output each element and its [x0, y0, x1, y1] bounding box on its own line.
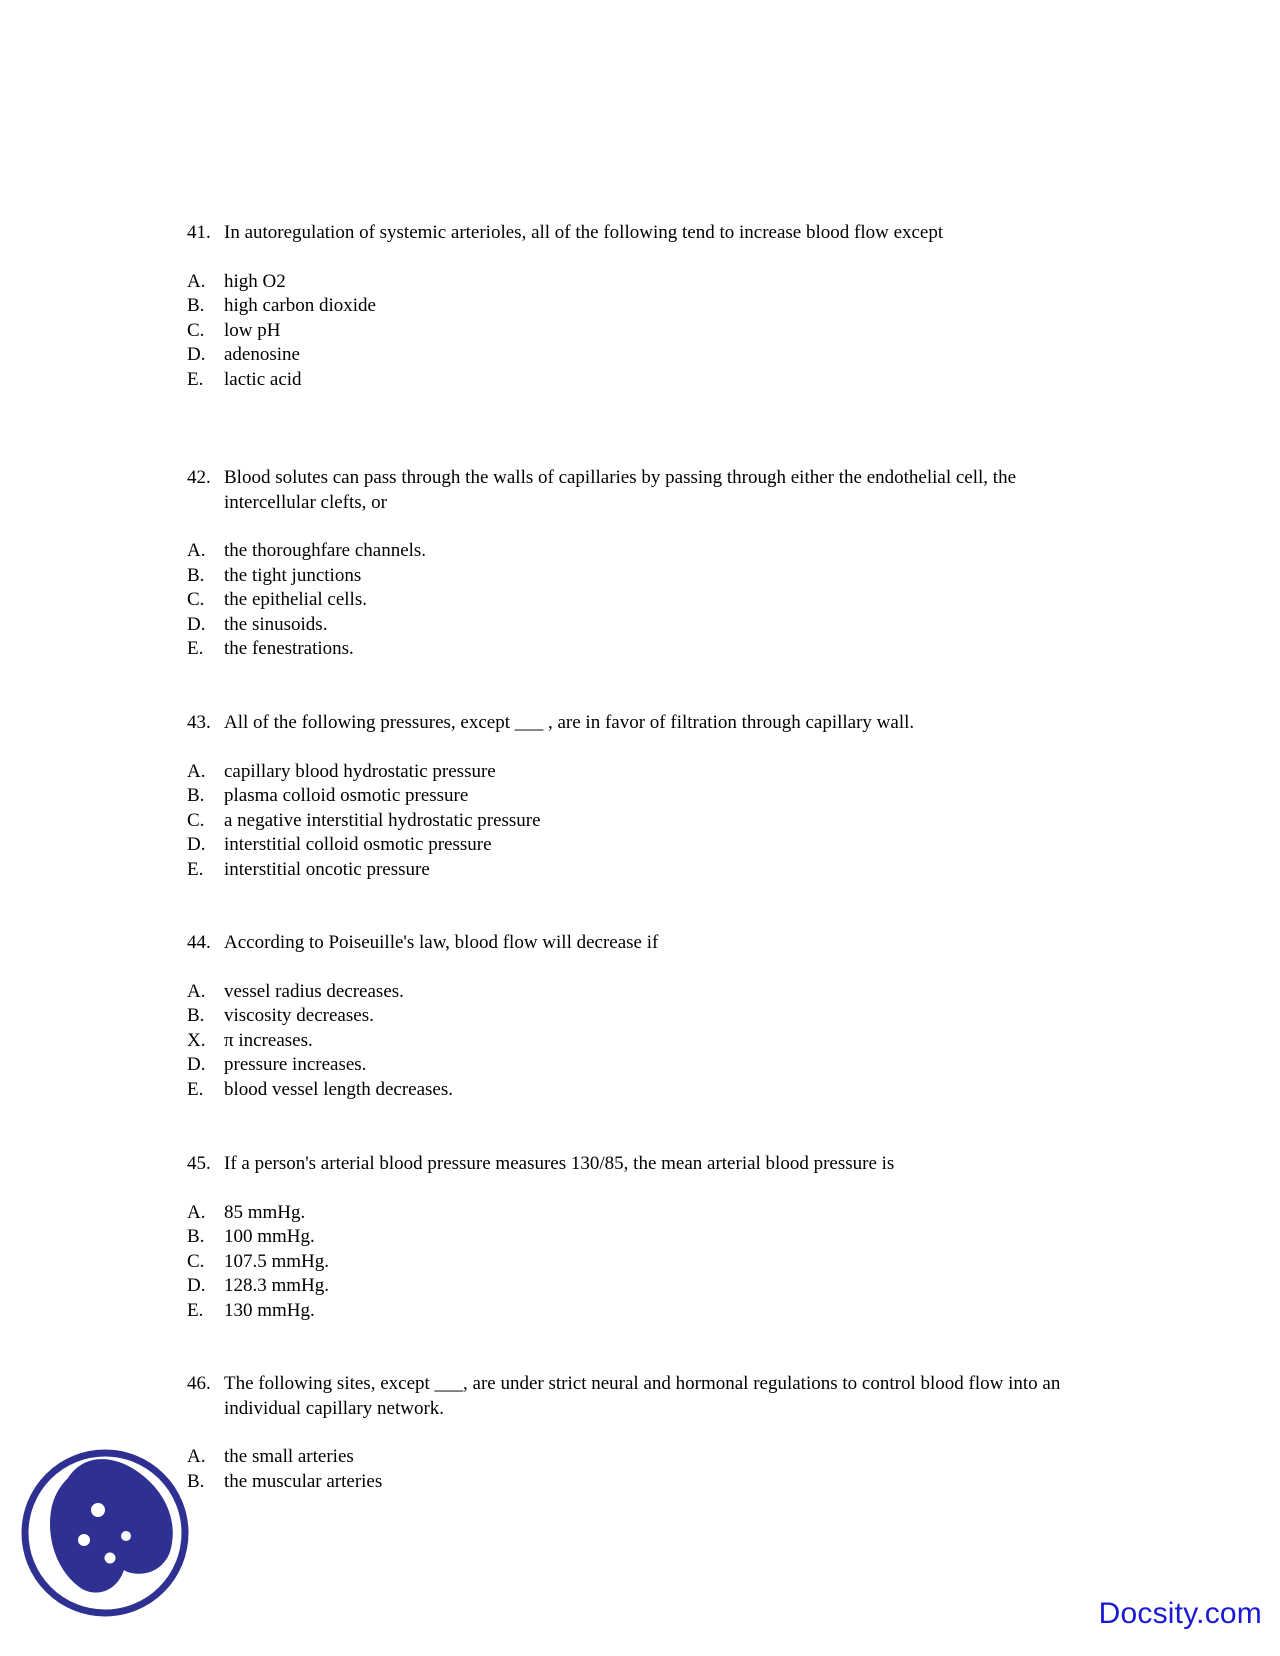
option-label: D. [187, 1054, 206, 1075]
question-stem [187, 221, 1087, 246]
answer-option [187, 1053, 1087, 1078]
option-label: E. [187, 858, 204, 880]
answer-option [187, 980, 1087, 1005]
option-label: B. [187, 564, 205, 586]
option-label: B. [187, 785, 205, 806]
logo-dot [78, 1534, 90, 1546]
option-label: D. [187, 344, 206, 365]
question-number: 46. [187, 1373, 211, 1394]
option-text: 107.5 mmHg. [224, 1250, 330, 1272]
answer-option [187, 1299, 1087, 1324]
option-label: A. [187, 270, 206, 292]
option-text: 130 mmHg. [224, 1299, 315, 1321]
option-text: the tight junctions [224, 564, 362, 586]
answer-option [187, 270, 1087, 295]
question-number: 42. [187, 467, 211, 488]
answer-option [187, 760, 1087, 785]
question-number: 43. [187, 712, 211, 733]
question-stem [187, 466, 1087, 515]
question-43 [187, 711, 1087, 882]
option-label: C. [187, 1250, 205, 1272]
option-label: B. [187, 1470, 205, 1492]
option-text: π increases. [224, 1029, 313, 1051]
option-label: E. [187, 1299, 204, 1321]
option-text: the thoroughfare channels. [224, 540, 427, 561]
option-text: 85 mmHg. [224, 1201, 306, 1223]
option-label: B. [187, 1226, 205, 1247]
option-text: capillary blood hydrostatic pressure [224, 760, 496, 782]
answer-option [187, 1225, 1087, 1250]
option-text: vessel radius decreases. [224, 980, 404, 1002]
answer-option [187, 833, 1087, 858]
logo-dot [105, 1553, 116, 1564]
option-label: A. [187, 980, 206, 1002]
option-text: 128.3 mmHg. [224, 1275, 330, 1296]
question-stem [187, 931, 1087, 956]
answer-options [187, 760, 1087, 883]
option-text: lactic acid [224, 368, 302, 390]
question-text: According to Poiseuille's law, blood flow will decrease if [224, 932, 659, 953]
answer-option [187, 809, 1087, 834]
question-text: All of the following pressures, except ___ , are in favor of filtration through capillary wall. [224, 712, 915, 733]
option-label: B. [187, 1005, 205, 1026]
answer-option [187, 858, 1087, 883]
question-45 [187, 1152, 1087, 1323]
option-label: A. [187, 540, 206, 561]
answer-option [187, 1250, 1087, 1275]
answer-option [187, 1029, 1087, 1054]
question-stem [187, 711, 1087, 736]
logo-dot [91, 1503, 105, 1517]
option-text: interstitial colloid osmotic pressure [224, 834, 492, 855]
question-number: 45. [187, 1153, 211, 1174]
option-label: A. [187, 760, 206, 782]
docsity-watermark-text: Docsity.com [1098, 1597, 1262, 1630]
option-label: D. [187, 834, 206, 855]
option-text: high O2 [224, 270, 286, 292]
option-label: E. [187, 638, 204, 659]
answer-option [187, 1004, 1087, 1029]
answer-option [187, 1470, 1087, 1495]
logo-dot [121, 1531, 131, 1541]
question-number: 44. [187, 932, 211, 953]
question-text: If a person's arterial blood pressure measures 130/85, the mean arterial blood pressure is [224, 1153, 895, 1174]
option-label: E. [187, 1078, 204, 1100]
answer-options [187, 1445, 1087, 1494]
option-text: the sinusoids. [224, 613, 328, 635]
answer-option [187, 613, 1087, 638]
answer-options [187, 980, 1087, 1103]
option-text: a negative interstitial hydrostatic pressure [224, 809, 541, 831]
question-stem [187, 1372, 1087, 1421]
answer-option [187, 1445, 1087, 1470]
question-42 [187, 466, 1087, 662]
option-text: adenosine [224, 344, 300, 365]
option-text: plasma colloid osmotic pressure [224, 785, 469, 806]
question-number: 41. [187, 222, 211, 243]
option-label: D. [187, 613, 206, 635]
answer-options [187, 1201, 1087, 1324]
answer-options [187, 270, 1087, 393]
answer-option [187, 368, 1087, 393]
answer-option [187, 564, 1087, 589]
question-stem [187, 1152, 1087, 1177]
question-text: The following sites, except ___, are under strict neural and hormonal regulations to control blood flow into an individual capillary network. [224, 1373, 1061, 1419]
option-text: high carbon dioxide [224, 295, 376, 316]
answer-option [187, 294, 1087, 319]
answer-option [187, 343, 1087, 368]
option-label: D. [187, 1275, 206, 1296]
answer-options [187, 539, 1087, 662]
answer-option [187, 319, 1087, 344]
docsity-logo-icon [20, 1448, 190, 1618]
answer-option [187, 1274, 1087, 1299]
answer-option [187, 539, 1087, 564]
question-44 [187, 931, 1087, 1102]
answer-option [187, 1078, 1087, 1103]
option-text: blood vessel length decreases. [224, 1078, 453, 1100]
option-text: the small arteries [224, 1446, 354, 1467]
answer-option [187, 1201, 1087, 1226]
option-label: E. [187, 368, 204, 390]
option-text: 100 mmHg. [224, 1226, 315, 1247]
option-label: B. [187, 295, 205, 316]
question-text: Blood solutes can pass through the walls of capillaries by passing through either the endothelial cell, the intercellular clefts, or [224, 467, 1017, 513]
option-label: C. [187, 589, 205, 610]
option-label: C. [187, 809, 205, 831]
option-text: the muscular arteries [224, 1470, 383, 1492]
question-41 [187, 221, 1087, 392]
answer-option [187, 588, 1087, 613]
option-label: X. [187, 1029, 206, 1051]
option-label: A. [187, 1201, 206, 1223]
option-text: viscosity decreases. [224, 1005, 374, 1026]
option-text: low pH [224, 319, 281, 341]
answer-option [187, 784, 1087, 809]
option-text: interstitial oncotic pressure [224, 858, 430, 880]
option-label: C. [187, 319, 205, 341]
option-text: the epithelial cells. [224, 589, 367, 610]
option-text: the fenestrations. [224, 638, 354, 659]
option-text: pressure increases. [224, 1054, 367, 1075]
option-label: A. [187, 1446, 206, 1467]
question-46 [187, 1372, 1087, 1494]
answer-option [187, 637, 1087, 662]
question-text: In autoregulation of systemic arterioles, all of the following tend to increase blood flow except [224, 222, 944, 243]
